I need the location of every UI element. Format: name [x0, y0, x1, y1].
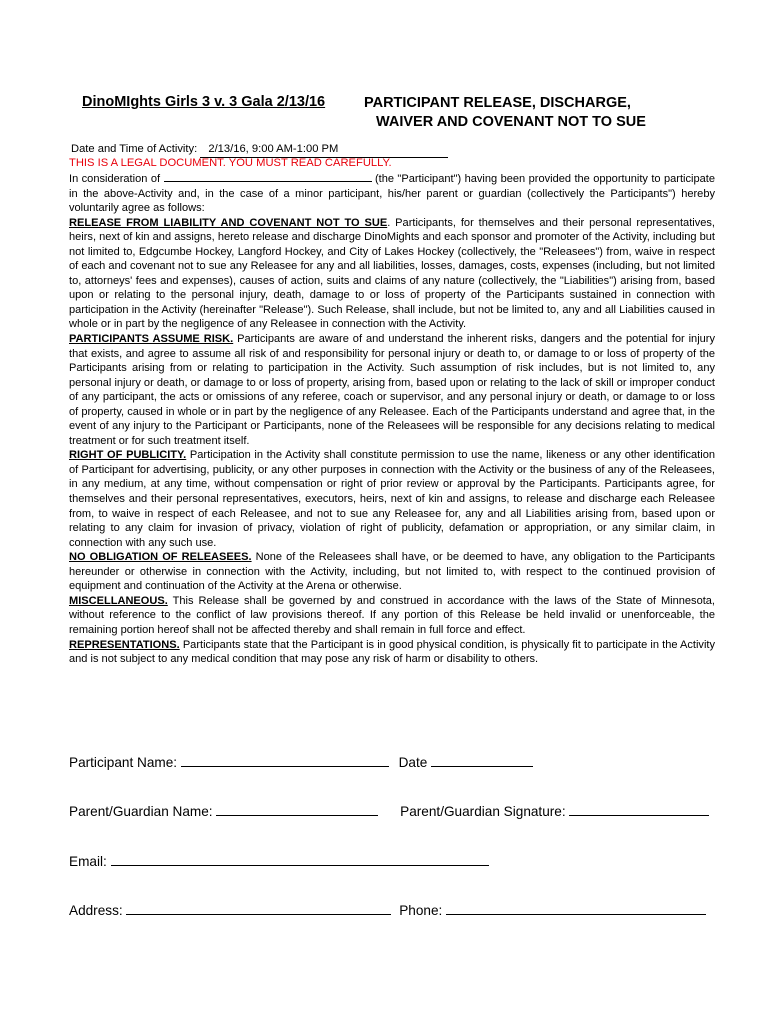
- phone-label: Phone:: [399, 903, 443, 918]
- intro-paragraph: [69, 171, 715, 216]
- legal-warning: THIS IS A LEGAL DOCUMENT. YOU MUST READ CAREFULLY.: [69, 157, 392, 169]
- section-heading: RELEASE FROM LIABILITY AND COVENANT NOT TO SUE: [69, 216, 388, 229]
- date-field[interactable]: [431, 752, 533, 767]
- email-label: Email:: [69, 854, 107, 869]
- document-title-line-1: PARTICIPANT RELEASE, DISCHARGE,: [364, 95, 631, 111]
- parent-signature-field[interactable]: [569, 801, 709, 816]
- document-title-line-2: WAIVER AND COVENANT NOT TO SUE: [376, 114, 646, 130]
- section-text: This Release shall be governed by and construed in accordance with the laws of the State of Minnesota, without reference to the conflict of law provisions thereof. If any portion of this Release be held invalid or unenforceable, the remaining portion hereof shall not be affected thereby and shall remain in full force and effect.: [69, 594, 715, 636]
- section-miscellaneous: [69, 594, 715, 638]
- parent-name-label: Parent/Guardian Name:: [69, 804, 213, 819]
- section-representations: [69, 638, 715, 667]
- waiver-body: [69, 171, 715, 667]
- participant-name-label: Participant Name:: [69, 755, 178, 770]
- section-heading: NO OBLIGATION OF RELEASEES.: [69, 551, 252, 564]
- section-text: None of the Releasees shall have, or be deemed to have, any obligation to the Participants hereunder or otherwise in connection with the Activity, including, but not limited to, with respect to the continued provision of equipment and continuation of the Activity at the Arena or otherwise.: [69, 551, 715, 593]
- section-publicity: [69, 448, 715, 550]
- section-assume-risk: [69, 332, 715, 448]
- section-heading: RIGHT OF PUBLICITY.: [69, 449, 187, 462]
- date-label: Date: [398, 755, 428, 770]
- parent-row: [69, 801, 709, 819]
- intro-text-end: (the "Participant") having been provided the opportunity to participate in the above-Activity and, in the case of a minor participant, his/her parent or guardian (collectively the Participants") hereby voluntarily agree as follows:: [69, 173, 715, 215]
- participant-row: [69, 752, 533, 770]
- event-title: DinoMIghts Girls 3 v. 3 Gala 2/13/16: [82, 94, 326, 110]
- email-row: [69, 851, 489, 869]
- activity-date-row: [71, 142, 448, 158]
- address-row: [69, 900, 706, 918]
- activity-date-value: 2/13/16, 9:00 AM-1:00 PM: [200, 142, 448, 158]
- section-text: . Participants, for themselves and their personal representatives, heirs, next of kin and assigns, hereto release and discharge DinoMights and each sponsor and promoter of the Activity, including but not limited to, Edgcumbe Hockey, Langford Hockey, and City of Lakes Hockey (collectively, the "Releasees") from, waive in respect of each and covenant not to sue any Releasee for any and all liabilities, losses, damages, costs, expenses (including, but not limited to, attorneys' fees and expenses), causes of action, suits and claims of any nature (collectively, the "Liabilities") arising from, based upon or relating to the personal injury, death, damage to or loss of property of the Participants sustained in connection with participation in the Activity (hereinafter "Release"). Such Release, shall include, but not be limited to, any and all Liabilities caused in whole or in part by the negligence of any Releasee in connection with the Activity.: [69, 216, 715, 331]
- section-no-obligation: [69, 550, 715, 594]
- section-text: Participants are aware of and understand the inherent risks, dangers and the potential for injury that exists, and agree to assume all risk of and responsibility for personal injury or death to, or damage to or loss of property of the Participants arising from or relating to participation in the Activity. Such assumption of risk includes, but is not limited to, any personal injury or death, or damage to or loss of property, arising from, based upon or relating to the lack of skill or improper conduct of any participant, the acts or omissions of any referee, coach or supervisor, and any personal injury or death, or damage to or loss of property, caused in whole or in part by the negligence of any Releasee. Each of the Participants understand and agree that, in the event of any injury to the Participant or Participants, none of the Releasees will be responsible for any decisions relating to medical treatment or for such treatment itself.: [69, 333, 715, 447]
- address-field[interactable]: [126, 900, 391, 915]
- document-title: [364, 94, 646, 132]
- section-heading: MISCELLANEOUS.: [69, 594, 168, 607]
- parent-name-field[interactable]: [216, 801, 378, 816]
- parent-signature-label: Parent/Guardian Signature:: [400, 804, 566, 819]
- section-release: [69, 216, 715, 332]
- section-text: Participation in the Activity shall constitute permission to use the name, likeness or any other identification of Participant for advertising, publicity, or any other purposes in connection with the Activity or the business of any of the Releasees, in any medium, at any time, without compensation or right of prior review or approval by the Participants. Participants agree, for themselves and their personal representatives, executors, heirs, next of kin and assigns, to release and discharge each Releasee from, to waive in respect of each Releasee, and not to sue any Releasee for, any and all Liabilities arising from, based upon or relating to any claim for invasion of privacy, violation of right of publicity, defamation or appropriation, or any similar claim, in connection with any such use.: [69, 449, 715, 549]
- section-heading: REPRESENTATIONS.: [69, 638, 180, 651]
- intro-text-start: In consideration of: [69, 173, 161, 185]
- section-heading: PARTICIPANTS ASSUME RISK.: [69, 333, 234, 346]
- email-field[interactable]: [111, 851, 489, 866]
- address-label: Address:: [69, 903, 123, 918]
- section-text: Participants state that the Participant is in good physical condition, is physically fit to participate in the Activity and is not subject to any medical condition that may pose any risk of harm or disability to others.: [69, 638, 715, 666]
- participant-name-field[interactable]: [181, 752, 389, 767]
- activity-date-label: Date and Time of Activity:: [71, 143, 198, 155]
- participant-blank: [164, 171, 372, 182]
- phone-field[interactable]: [446, 900, 706, 915]
